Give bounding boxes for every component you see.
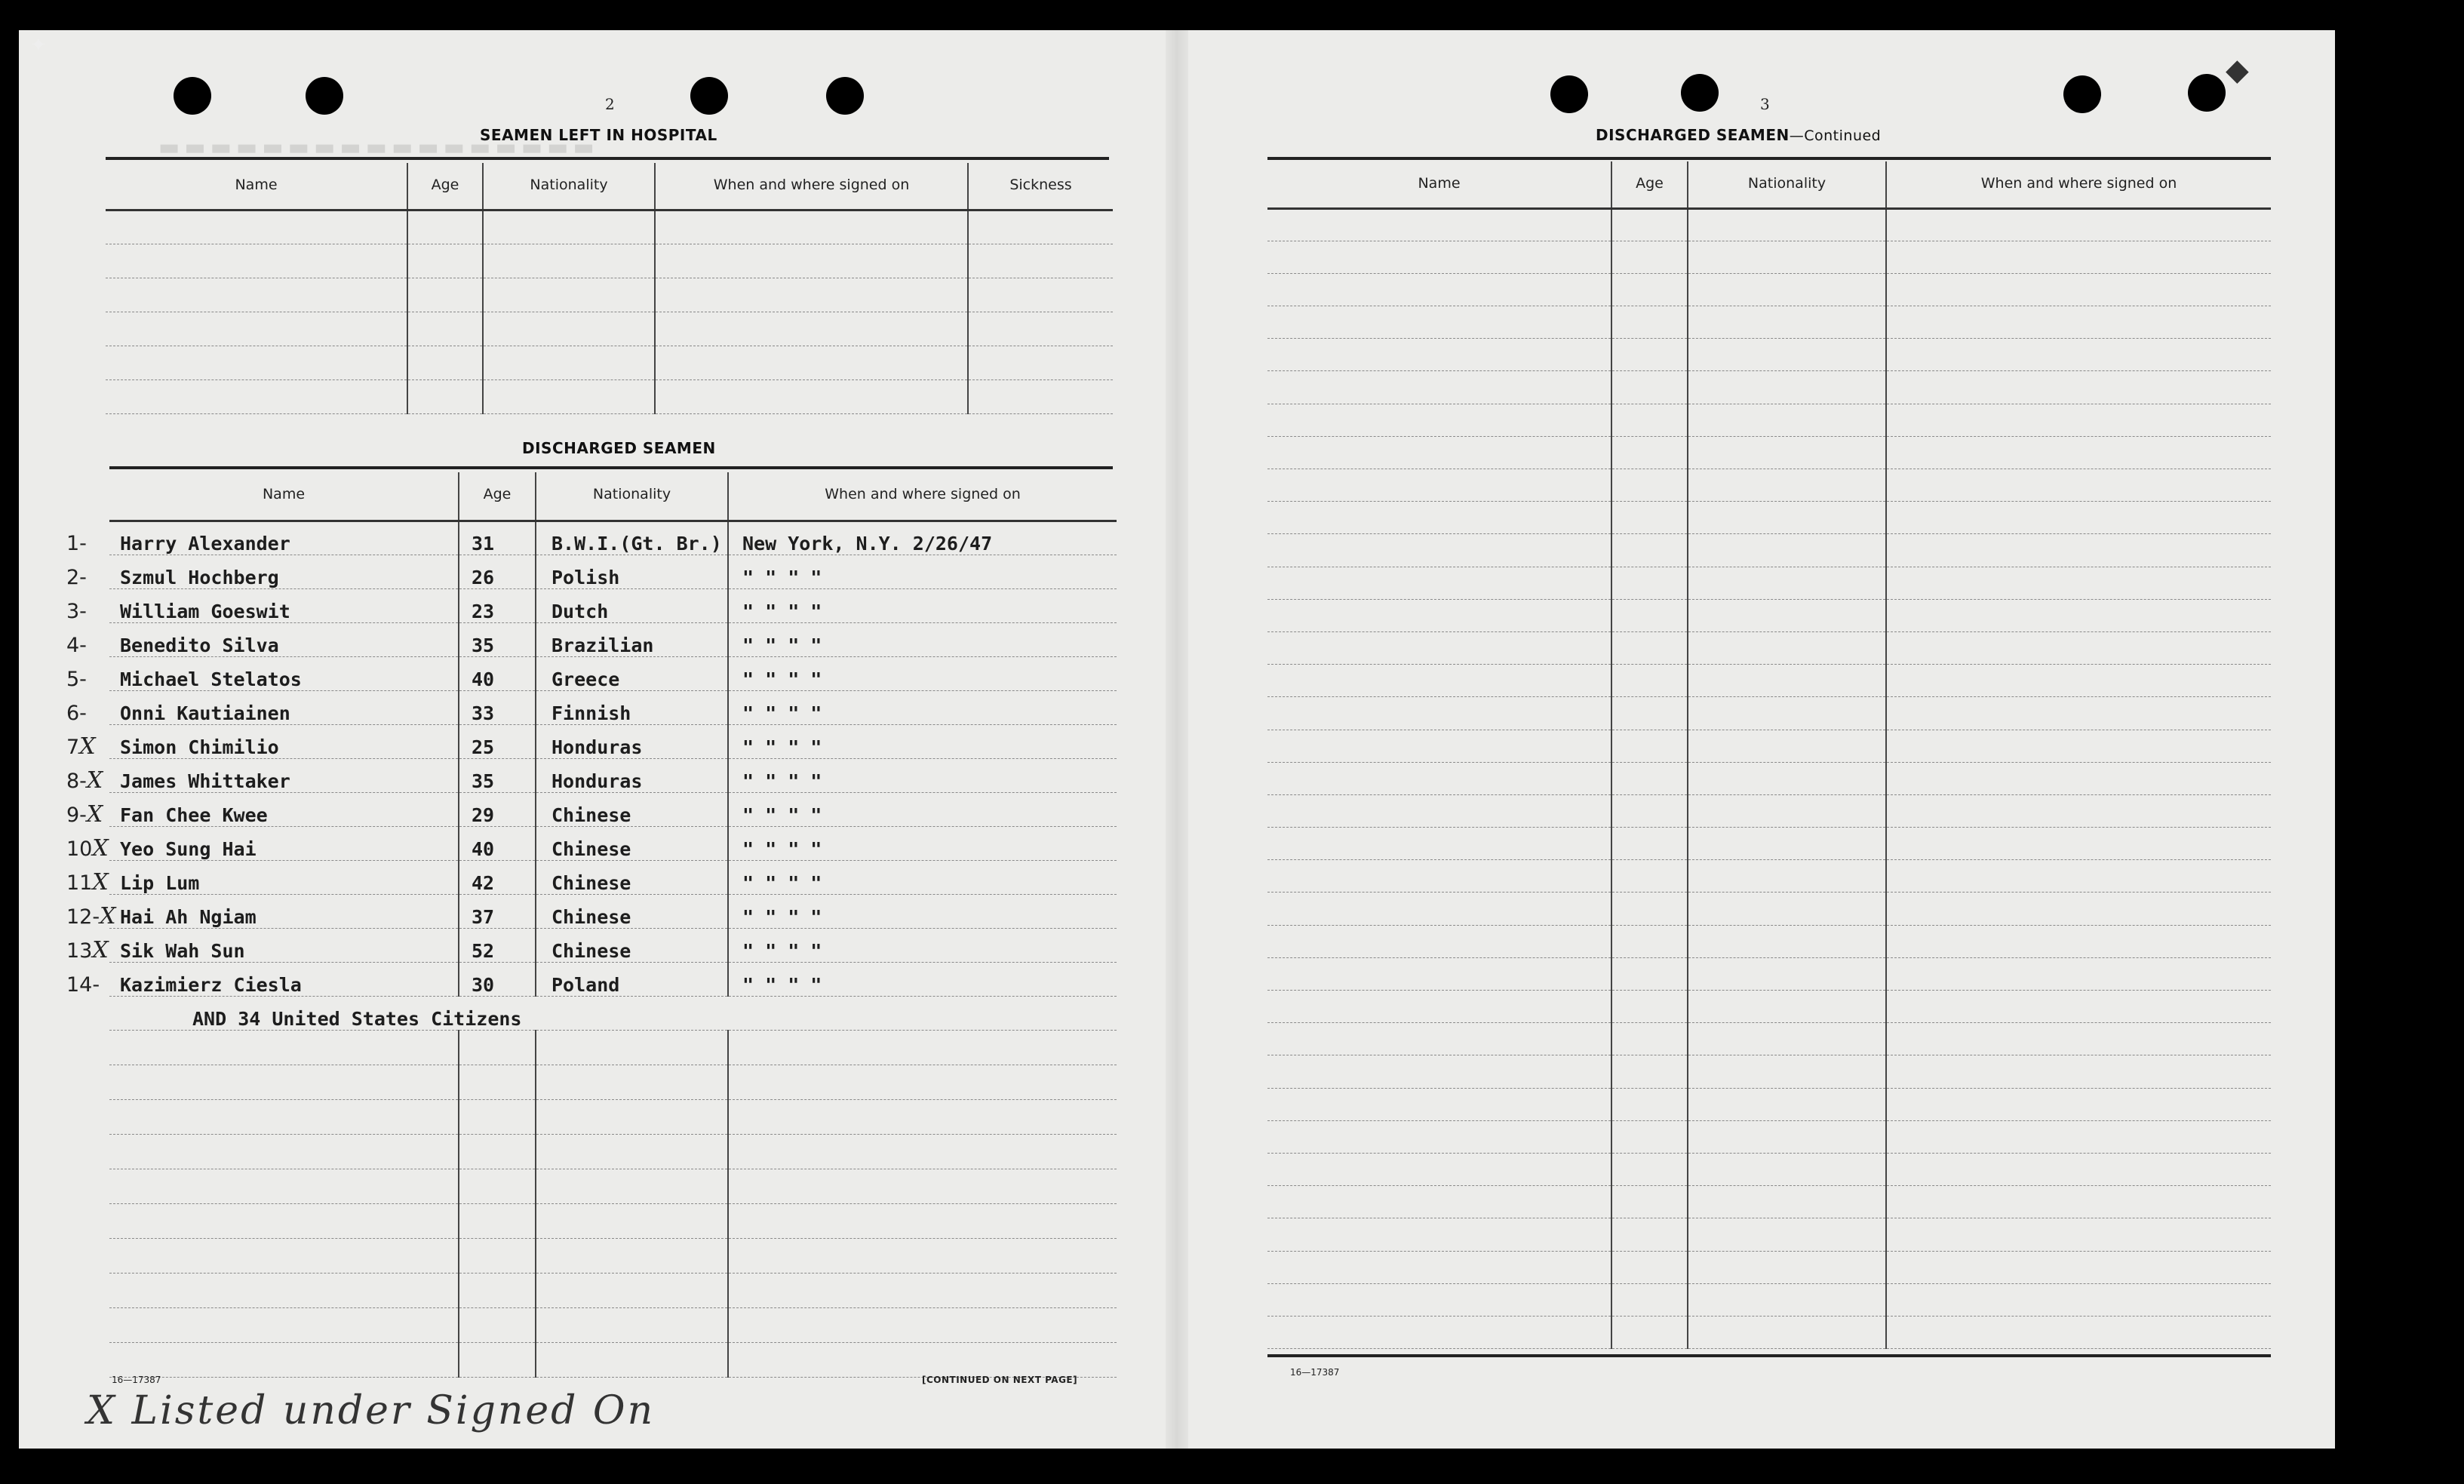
table-row (1267, 860, 2271, 893)
row-number (66, 801, 121, 828)
table-row (109, 656, 1117, 690)
row-number-text: 8- (66, 770, 87, 793)
punch-hole-icon (690, 77, 728, 115)
punch-hole-icon (306, 77, 343, 115)
seaman-nationality: Chinese (536, 894, 728, 928)
row-number (66, 733, 121, 760)
seaman-nationality: Finnish (536, 690, 728, 724)
table-row (109, 622, 1117, 656)
seaman-name: Michael Stelatos (109, 656, 459, 690)
seaman-name: Fan Chee Kwee (109, 792, 459, 826)
punch-hole-icon (2188, 74, 2226, 112)
table-row (1267, 1055, 2271, 1088)
table-row (109, 555, 1117, 588)
seaman-age: 35 (459, 758, 536, 792)
form-number: 16—17387 (1290, 1367, 1340, 1378)
handwritten-note: X Listed under Signed On (87, 1388, 656, 1433)
table-row (109, 928, 1117, 962)
check-mark-x: X (92, 937, 109, 963)
table-row (1267, 534, 2271, 567)
table-row (1267, 828, 2271, 860)
table-row (1267, 697, 2271, 730)
row-number (66, 598, 121, 624)
right-top-rule (1267, 157, 2271, 160)
seaman-age: 52 (459, 928, 536, 962)
seaman-age: 31 (459, 521, 536, 555)
bleed-through-text: ▬▬▬▬▬▬▬▬▬▬▬▬▬▬▬▬▬ (158, 134, 599, 161)
table-row (106, 210, 1113, 244)
col-header-nationality: Nationality (483, 163, 655, 210)
table-row (109, 690, 1117, 724)
table-row (109, 1273, 1117, 1307)
seaman-nationality: Brazilian (536, 622, 728, 656)
seaman-name: Lip Lum (109, 860, 459, 894)
table-row (109, 1065, 1117, 1099)
seaman-signed-on: " " " " (728, 928, 1117, 962)
seaman-nationality: Dutch (536, 588, 728, 622)
continued-note: [CONTINUED ON NEXT PAGE] (922, 1375, 1078, 1385)
seaman-signed-on: " " " " (728, 690, 1117, 724)
seaman-signed-on: " " " " (728, 894, 1117, 928)
row-number-text: 12- (66, 905, 100, 929)
seaman-name: Sik Wah Sun (109, 928, 459, 962)
table-row (109, 1134, 1117, 1169)
seaman-signed-on: " " " " (728, 622, 1117, 656)
col-header-age: Age (1611, 161, 1688, 208)
table-row (109, 860, 1117, 894)
table-row (1267, 1283, 2271, 1316)
discharged-section-title: DISCHARGED SEAMEN (522, 439, 716, 457)
seaman-nationality: Chinese (536, 860, 728, 894)
row-number (66, 971, 121, 997)
table-row (1267, 502, 2271, 534)
row-number-text: 2- (66, 566, 87, 589)
row-number-text: 1- (66, 532, 87, 555)
seaman-name: Harry Alexander (109, 521, 459, 555)
seaman-nationality: Chinese (536, 928, 728, 962)
table-row (1267, 893, 2271, 925)
row-number (66, 530, 121, 556)
table-row (1267, 404, 2271, 436)
col-header-signed-on: When and where signed on (728, 472, 1117, 521)
seaman-name: Szmul Hochberg (109, 555, 459, 588)
table-row (1267, 991, 2271, 1023)
check-mark-x: X (79, 733, 96, 760)
seaman-signed-on: New York, N.Y. 2/26/47 (728, 521, 1117, 555)
table-row (109, 1238, 1117, 1273)
table-row (109, 962, 1117, 996)
row-number-text: 10 (66, 837, 93, 861)
table-row (1267, 1218, 2271, 1251)
table-row (109, 758, 1117, 792)
table-row (1267, 1088, 2271, 1120)
seaman-age: 40 (459, 826, 536, 860)
seaman-signed-on: " " " " (728, 962, 1117, 996)
citizens-total-line: AND 34 United States Citizens (109, 996, 1117, 1030)
punch-hole-icon (1550, 75, 1588, 113)
seaman-nationality: Greece (536, 656, 728, 690)
table-row (109, 894, 1117, 928)
table-row (109, 1099, 1117, 1134)
punch-hole-icon (1681, 74, 1719, 112)
table-row (109, 1342, 1117, 1377)
punch-hole-icon (174, 77, 211, 115)
row-number (66, 699, 121, 726)
table-row (109, 1169, 1117, 1203)
seaman-name: Benedito Silva (109, 622, 459, 656)
table-row (106, 278, 1113, 312)
row-number (66, 767, 121, 794)
seaman-nationality: Honduras (536, 724, 728, 758)
col-header-name: Name (1267, 161, 1611, 208)
seaman-name: Hai Ah Ngiam (109, 894, 459, 928)
seaman-nationality: Chinese (536, 826, 728, 860)
check-mark-x: X (100, 903, 116, 929)
table-row (109, 1203, 1117, 1238)
table-row (1267, 925, 2271, 957)
seaman-age: 29 (459, 792, 536, 826)
row-number (66, 903, 121, 929)
seaman-nationality: Polish (536, 555, 728, 588)
punch-hole-icon (826, 77, 864, 115)
col-header-nationality: Nationality (1688, 161, 1886, 208)
table-row (1267, 1120, 2271, 1153)
row-number-text: 14- (66, 973, 100, 997)
table-row (1267, 567, 2271, 599)
row-number (66, 835, 121, 862)
punch-hole-icon (2063, 75, 2101, 113)
row-number (66, 869, 121, 896)
row-number-text: 6- (66, 702, 87, 725)
table-row (106, 379, 1113, 413)
table-row (109, 521, 1117, 555)
table-row (1267, 1186, 2271, 1218)
right-bottom-rule (1267, 1354, 2271, 1357)
table-row (1267, 631, 2271, 664)
table-row (1267, 469, 2271, 502)
table-row (1267, 599, 2271, 631)
form-number: 16—17387 (112, 1375, 161, 1385)
page-fold (1166, 30, 1188, 1449)
col-header-sickness: Sickness (968, 163, 1113, 210)
page-number: 2 (605, 95, 615, 113)
seaman-signed-on: " " " " (728, 792, 1117, 826)
table-row (109, 826, 1117, 860)
row-number (66, 665, 121, 692)
seaman-signed-on: " " " " (728, 860, 1117, 894)
seaman-age: 42 (459, 860, 536, 894)
table-row (109, 724, 1117, 758)
col-header-name: Name (106, 163, 407, 210)
seaman-age: 25 (459, 724, 536, 758)
hospital-table (106, 163, 1113, 414)
col-header-name: Name (109, 472, 459, 521)
seaman-signed-on: " " " " (728, 555, 1117, 588)
table-row (106, 312, 1113, 346)
table-row (1267, 436, 2271, 469)
check-mark-x: X (92, 869, 109, 896)
seaman-age: 26 (459, 555, 536, 588)
table-row (109, 792, 1117, 826)
col-header-signed-on: When and where signed on (655, 163, 968, 210)
hospital-section-title: SEAMEN LEFT IN HOSPITAL (480, 126, 717, 144)
table-row (1267, 957, 2271, 990)
table-row (1267, 1023, 2271, 1055)
row-number-text: 5- (66, 668, 87, 691)
table-row (109, 588, 1117, 622)
seaman-nationality: Chinese (536, 792, 728, 826)
seaman-name: Yeo Sung Hai (109, 826, 459, 860)
seaman-name: James Whittaker (109, 758, 459, 792)
table-row (1267, 1153, 2271, 1185)
check-mark-x: X (92, 835, 109, 862)
table-row (1267, 730, 2271, 762)
seaman-signed-on: " " " " (728, 724, 1117, 758)
discharged-table (109, 472, 1117, 1378)
row-number-text: 11 (66, 871, 93, 895)
table-row (1267, 241, 2271, 273)
seaman-age: 23 (459, 588, 536, 622)
seaman-signed-on: " " " " (728, 588, 1117, 622)
seaman-age: 33 (459, 690, 536, 724)
seaman-signed-on: " " " " (728, 656, 1117, 690)
seaman-age: 40 (459, 656, 536, 690)
col-header-age: Age (459, 472, 536, 521)
table-row (1267, 306, 2271, 339)
table-row (1267, 1316, 2271, 1348)
page-number: 3 (1760, 95, 1770, 113)
table-row (106, 244, 1113, 278)
row-number (66, 631, 121, 658)
seaman-age: 35 (459, 622, 536, 656)
seaman-nationality: Poland (536, 962, 728, 996)
seaman-name: Kazimierz Ciesla (109, 962, 459, 996)
table-row (1267, 762, 2271, 794)
table-row (106, 346, 1113, 379)
table-row (1267, 794, 2271, 827)
col-header-nationality: Nationality (536, 472, 728, 521)
seaman-age: 30 (459, 962, 536, 996)
seaman-name: William Goeswit (109, 588, 459, 622)
table-row (1267, 371, 2271, 404)
seaman-nationality: B.W.I.(Gt. Br.) (536, 521, 728, 555)
seaman-signed-on: " " " " (728, 758, 1117, 792)
table-row (1267, 208, 2271, 241)
col-header-age: Age (407, 163, 483, 210)
row-number-text: 9- (66, 803, 87, 827)
table-row (1267, 1251, 2271, 1283)
row-number (66, 937, 121, 963)
discharged-top-rule (109, 466, 1113, 469)
discharged-continued-title: DISCHARGED SEAMEN—Continued (1596, 126, 1882, 144)
check-mark-x: X (86, 801, 103, 828)
table-row (1267, 339, 2271, 371)
row-number-text: 4- (66, 634, 87, 657)
table-row (1267, 273, 2271, 306)
row-number-text: 13 (66, 939, 93, 963)
row-number-text: 3- (66, 600, 87, 623)
col-header-signed-on: When and where signed on (1886, 161, 2271, 208)
discharged-continued-table (1267, 161, 2271, 1349)
check-mark-x: X (86, 767, 103, 794)
seaman-signed-on: " " " " (728, 826, 1117, 860)
row-number (66, 564, 121, 590)
table-row (109, 1307, 1117, 1342)
seaman-name: Simon Chimilio (109, 724, 459, 758)
table-row (109, 996, 1117, 1030)
scan-mark-icon: ✦ (30, 34, 47, 57)
table-row (109, 1030, 1117, 1065)
scan-mark-icon: ◆ (2226, 53, 2249, 88)
table-row (1267, 665, 2271, 697)
seaman-nationality: Honduras (536, 758, 728, 792)
row-number-text: 7 (66, 736, 80, 759)
seaman-age: 37 (459, 894, 536, 928)
seaman-name: Onni Kautiainen (109, 690, 459, 724)
hospital-top-rule (106, 157, 1109, 160)
